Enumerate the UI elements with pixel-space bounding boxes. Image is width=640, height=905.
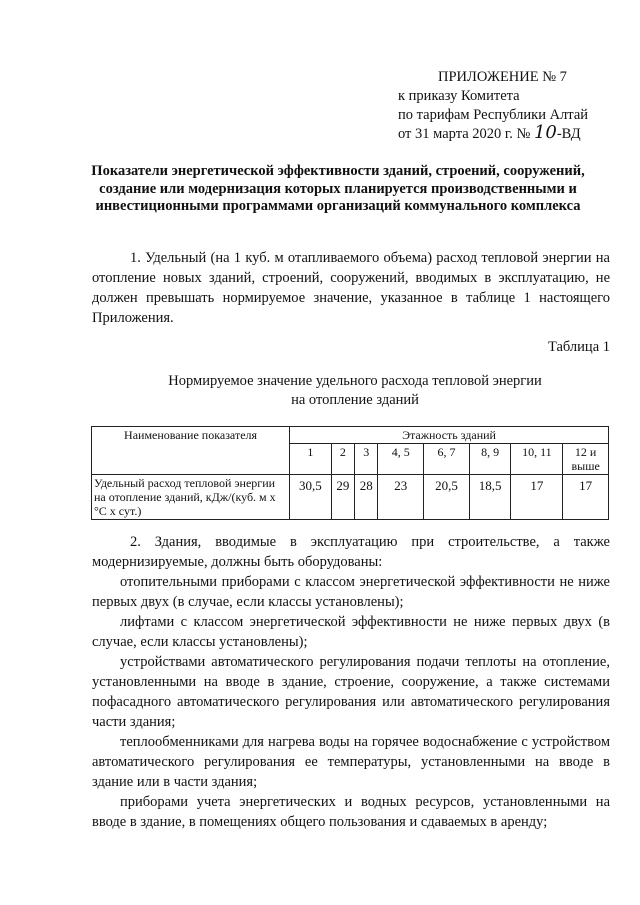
floor-header: 3 (355, 444, 378, 475)
table-cell: 18,5 (469, 475, 511, 520)
appendix-order-line: к приказу Комитета (398, 88, 520, 104)
list-item: приборами учета энергетических и водных ресурсов, установленными на вводе в здание, в помещениях общего пользования и сдаваемых в аренду; (92, 794, 610, 830)
appendix-date: от 31 марта 2020 г. № (398, 126, 531, 142)
handwritten-order-number: 10 (533, 122, 557, 143)
table-row (92, 475, 609, 520)
floor-header: 1 (290, 444, 332, 475)
table-label: Таблица 1 (547, 339, 610, 355)
floor-header: 10, 11 (511, 444, 563, 475)
paragraph-2 (92, 532, 610, 832)
table-title-line-1: Нормируемое значение удельного расхода тепловой энергии (168, 373, 542, 389)
paragraph-1: 1. Удельный (на 1 куб. м отапливаемого объема) расход тепловой энергии на отопление новых зданий, строений, сооружений, вводимых в эксплуатацию, не должен превышать нормируемое значение, указанное в таблице 1 настоящего Приложения. (92, 250, 610, 326)
table-title (140, 372, 570, 410)
paragraph-2-intro: 2. Здания, вводимые в эксплуатацию при строительстве, а также модернизируемые, должны быть оборудованы: (92, 534, 610, 570)
table-header-row (92, 427, 609, 444)
appendix-suffix: -ВД (556, 126, 581, 142)
list-item: устройствами автоматического регулирования подачи теплоты на отопление, установленными на вводе в здание, строение, сооружение, а также системами пофасадного автоматического регулирования или автоматического регулирования части здания; (92, 654, 610, 730)
list-item: лифтами с классом энергетической эффективности не ниже первых двух (в случае, если классы установлены); (92, 614, 610, 650)
table-cell: 30,5 (290, 475, 332, 520)
appendix-title: ПРИЛОЖЕНИЕ № 7 (438, 69, 567, 85)
table-cell: 29 (331, 475, 354, 520)
appendix-committee-line: по тарифам Республики Алтай (398, 107, 589, 123)
floor-header: 12 и выше (563, 444, 609, 475)
heat-consumption-table (91, 426, 609, 520)
floor-header: 8, 9 (469, 444, 511, 475)
table-cell: 20,5 (424, 475, 470, 520)
table-cell: 28 (355, 475, 378, 520)
floors-group-header: Этажность зданий (290, 427, 609, 444)
document-heading: Показатели энергетической эффективности зданий, строений, сооружений, создание или модернизация которых планируется производственными и инвестиционными программами организаций коммунального комплекса (91, 163, 585, 214)
floor-header: 6, 7 (424, 444, 470, 475)
table-cell: 17 (511, 475, 563, 520)
list-item: отопительными приборами с классом энергетической эффективности не ниже первых двух (в случае, если классы установлены); (92, 574, 610, 610)
column-name-header: Наименование показателя (92, 427, 290, 475)
row-label: Удельный расход тепловой энергии на отопление зданий, кДж/(куб. м x °С x сут.) (92, 475, 290, 520)
floor-header: 2 (331, 444, 354, 475)
table-cell: 17 (563, 475, 609, 520)
list-item: теплообменниками для нагрева воды на горячее водоснабжение с устройством автоматического регулирования ее температуры, установленными на вводе в здание или в части здания; (92, 734, 610, 790)
appendix-block (398, 68, 628, 144)
table-cell: 23 (378, 475, 424, 520)
floor-header: 4, 5 (378, 444, 424, 475)
appendix-date-line (398, 122, 628, 144)
table-title-line-2: на отопление зданий (291, 392, 419, 408)
